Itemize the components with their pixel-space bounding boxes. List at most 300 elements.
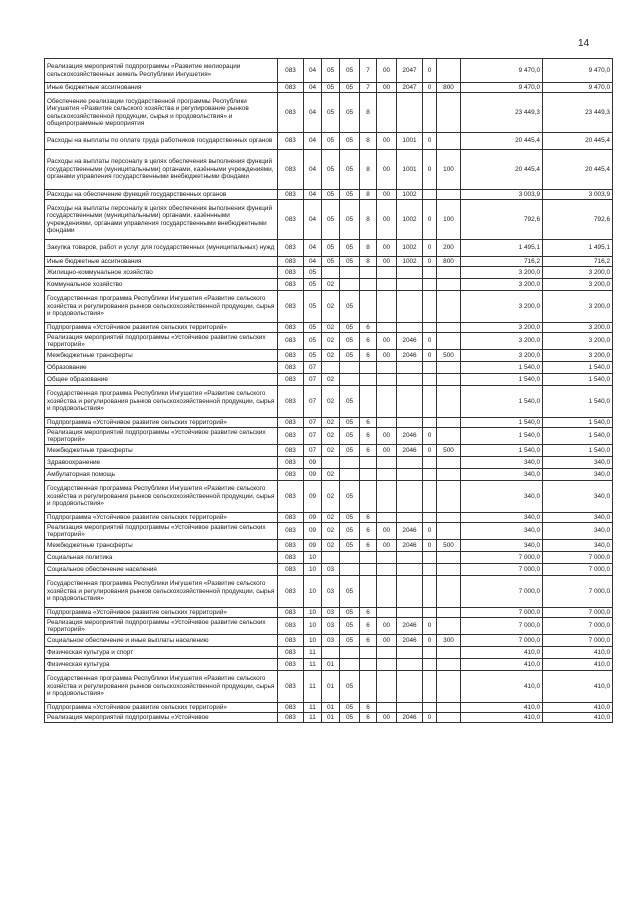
- row-name-cell: Закупка товаров, работ и услуг для государственных (муниципальных) нужд: [45, 240, 278, 257]
- expense-type-cell: 500: [437, 540, 461, 552]
- grbs-code-cell: 083: [278, 713, 304, 723]
- subprogram-code-cell: [360, 659, 377, 671]
- subprogram-code-cell: [360, 279, 377, 291]
- direction-code-cell: [377, 418, 397, 428]
- target-digit-cell: 0: [423, 257, 437, 267]
- target-digit-cell: 0: [423, 523, 437, 540]
- program-code-cell: [340, 564, 360, 576]
- table-row: [45, 564, 613, 576]
- program-code-cell: [340, 469, 360, 481]
- direction-code-cell: 00: [377, 523, 397, 540]
- target-digit-cell: 0: [423, 333, 437, 350]
- grbs-code-cell: 083: [278, 83, 304, 93]
- subsection-code-cell: 02: [322, 333, 340, 350]
- row-name-cell: Расходы на выплаты персоналу в целях обеспечения выполнения функций государственными (муниципальными) органами, казённными учреждениями, органами управления государственными внебюджетными фондами: [45, 200, 278, 240]
- table-row: [45, 635, 613, 647]
- direction-code-cell: 00: [377, 59, 397, 83]
- direction-code-cell: [377, 323, 397, 333]
- subprogram-code-cell: [360, 386, 377, 418]
- subsection-code-cell: [322, 457, 340, 469]
- expense-code-cell: [397, 457, 423, 469]
- program-code-cell: 05: [340, 333, 360, 350]
- subsection-code-cell: 02: [322, 350, 340, 362]
- expense-type-cell: [437, 647, 461, 659]
- expense-code-cell: 2046: [397, 445, 423, 457]
- subprogram-code-cell: 8: [360, 150, 377, 190]
- grbs-code-cell: 083: [278, 428, 304, 445]
- direction-code-cell: [377, 267, 397, 279]
- section-code-cell: 09: [304, 469, 322, 481]
- amount-cell: 410,0: [461, 713, 543, 723]
- section-code-cell: 04: [304, 150, 322, 190]
- table-row: [45, 59, 613, 83]
- grbs-code-cell: 083: [278, 323, 304, 333]
- table-row: [45, 190, 613, 200]
- section-code-cell: 11: [304, 703, 322, 713]
- table-row: [45, 418, 613, 428]
- subsection-code-cell: 05: [322, 257, 340, 267]
- program-code-cell: 05: [340, 481, 360, 513]
- amount-cell: 716,2: [461, 257, 543, 267]
- subsection-code-cell: [322, 552, 340, 564]
- amount-cell: 1 540,0: [461, 428, 543, 445]
- expense-code-cell: 1002: [397, 200, 423, 240]
- amount-cell-2: 1 540,0: [543, 445, 613, 457]
- expense-type-cell: [437, 513, 461, 523]
- table-row: [45, 659, 613, 671]
- expense-type-cell: [437, 190, 461, 200]
- program-code-cell: 05: [340, 133, 360, 150]
- subsection-code-cell: 03: [322, 576, 340, 608]
- expense-type-cell: [437, 713, 461, 723]
- amount-cell: 7 000,0: [461, 635, 543, 647]
- table-row: [45, 647, 613, 659]
- grbs-code-cell: 083: [278, 457, 304, 469]
- program-code-cell: 05: [340, 635, 360, 647]
- subprogram-code-cell: 7: [360, 59, 377, 83]
- section-code-cell: 05: [304, 350, 322, 362]
- subsection-code-cell: 02: [322, 445, 340, 457]
- target-digit-cell: 0: [423, 540, 437, 552]
- subsection-code-cell: 02: [322, 481, 340, 513]
- program-code-cell: 05: [340, 445, 360, 457]
- amount-cell: 7 000,0: [461, 564, 543, 576]
- direction-code-cell: [377, 291, 397, 323]
- subprogram-code-cell: 8: [360, 257, 377, 267]
- subprogram-code-cell: 8: [360, 190, 377, 200]
- amount-cell-2: 1 540,0: [543, 418, 613, 428]
- amount-cell-2: 7 000,0: [543, 618, 613, 635]
- expense-code-cell: [397, 323, 423, 333]
- expense-code-cell: [397, 267, 423, 279]
- grbs-code-cell: 083: [278, 150, 304, 190]
- amount-cell-2: 7 000,0: [543, 576, 613, 608]
- direction-code-cell: 00: [377, 445, 397, 457]
- section-code-cell: 10: [304, 635, 322, 647]
- target-digit-cell: [423, 93, 437, 133]
- row-name-cell: Реализация мероприятий подпрограммы «Устойчивое развитие сельских территорий»: [45, 523, 278, 540]
- row-name-cell: Физическая культура и спорт: [45, 647, 278, 659]
- subprogram-code-cell: 7: [360, 83, 377, 93]
- row-name-cell: Физическая культура: [45, 659, 278, 671]
- amount-cell-2: 410,0: [543, 659, 613, 671]
- amount-cell: 9 470,0: [461, 59, 543, 83]
- subsection-code-cell: 05: [322, 93, 340, 133]
- expense-type-cell: [437, 703, 461, 713]
- amount-cell: 410,0: [461, 659, 543, 671]
- program-code-cell: 05: [340, 713, 360, 723]
- grbs-code-cell: 083: [278, 513, 304, 523]
- row-name-cell: Реализация мероприятий подпрограммы «Устойчивое: [45, 713, 278, 723]
- amount-cell: 20 445,4: [461, 133, 543, 150]
- section-code-cell: 09: [304, 523, 322, 540]
- section-code-cell: 10: [304, 564, 322, 576]
- amount-cell-2: 3 003,9: [543, 190, 613, 200]
- subsection-code-cell: 05: [322, 240, 340, 257]
- expense-type-cell: [437, 576, 461, 608]
- section-code-cell: 05: [304, 333, 322, 350]
- amount-cell-2: 340,0: [543, 523, 613, 540]
- amount-cell-2: 340,0: [543, 513, 613, 523]
- row-name-cell: Государственная программа Республики Ингушетия «Развитие сельского хозяйства и регулирования рынков сельскохозяйственной продукции, сырья и продовольствия»: [45, 291, 278, 323]
- target-digit-cell: [423, 647, 437, 659]
- subprogram-code-cell: 6: [360, 703, 377, 713]
- table-row: [45, 323, 613, 333]
- section-code-cell: 05: [304, 279, 322, 291]
- grbs-code-cell: 083: [278, 469, 304, 481]
- section-code-cell: 09: [304, 481, 322, 513]
- program-code-cell: 05: [340, 59, 360, 83]
- expense-code-cell: 1002: [397, 190, 423, 200]
- table-row: [45, 540, 613, 552]
- section-code-cell: 04: [304, 93, 322, 133]
- target-digit-cell: [423, 703, 437, 713]
- direction-code-cell: [377, 481, 397, 513]
- amount-cell-2: 1 495,1: [543, 240, 613, 257]
- grbs-code-cell: 083: [278, 386, 304, 418]
- row-name-cell: Социальная политика: [45, 552, 278, 564]
- program-code-cell: 05: [340, 386, 360, 418]
- section-code-cell: 05: [304, 291, 322, 323]
- subsection-code-cell: 02: [322, 513, 340, 523]
- expense-type-cell: [437, 267, 461, 279]
- section-code-cell: 05: [304, 267, 322, 279]
- subprogram-code-cell: 8: [360, 240, 377, 257]
- table-row: [45, 267, 613, 279]
- row-name-cell: Подпрограмма «Устойчивое развитие сельских территорий»: [45, 513, 278, 523]
- expense-code-cell: [397, 552, 423, 564]
- program-code-cell: 05: [340, 190, 360, 200]
- amount-cell: 3 200,0: [461, 267, 543, 279]
- expense-code-cell: 1001: [397, 150, 423, 190]
- table-row: [45, 291, 613, 323]
- amount-cell: 340,0: [461, 523, 543, 540]
- grbs-code-cell: 083: [278, 523, 304, 540]
- expense-type-cell: [437, 418, 461, 428]
- expense-type-cell: 500: [437, 350, 461, 362]
- amount-cell: 410,0: [461, 703, 543, 713]
- target-digit-cell: 0: [423, 428, 437, 445]
- expense-type-cell: 100: [437, 150, 461, 190]
- direction-code-cell: [377, 576, 397, 608]
- target-digit-cell: 0: [423, 83, 437, 93]
- subsection-code-cell: 05: [322, 150, 340, 190]
- program-code-cell: 05: [340, 618, 360, 635]
- expense-type-cell: [437, 659, 461, 671]
- expense-code-cell: [397, 362, 423, 374]
- amount-cell-2: 20 445,4: [543, 133, 613, 150]
- target-digit-cell: [423, 513, 437, 523]
- expense-code-cell: [397, 564, 423, 576]
- table-body: [45, 59, 613, 723]
- program-code-cell: [340, 552, 360, 564]
- table-row: [45, 671, 613, 703]
- table-row: [45, 618, 613, 635]
- target-digit-cell: 0: [423, 133, 437, 150]
- subsection-code-cell: 02: [322, 428, 340, 445]
- amount-cell: 7 000,0: [461, 608, 543, 618]
- program-code-cell: 05: [340, 540, 360, 552]
- amount-cell-2: 3 200,0: [543, 267, 613, 279]
- subsection-code-cell: 03: [322, 635, 340, 647]
- table-row: [45, 713, 613, 723]
- program-code-cell: 05: [340, 523, 360, 540]
- amount-cell: 340,0: [461, 513, 543, 523]
- direction-code-cell: [377, 362, 397, 374]
- section-code-cell: 04: [304, 200, 322, 240]
- section-code-cell: 04: [304, 83, 322, 93]
- expense-code-cell: 2046: [397, 618, 423, 635]
- table-row: [45, 83, 613, 93]
- row-name-cell: Государственная программа Республики Ингушетия «Развитие сельского хозяйства и регулирования рынков сельскохозяйственной продукции, сырья и продовольствия»: [45, 386, 278, 418]
- amount-cell-2: 1 540,0: [543, 362, 613, 374]
- amount-cell-2: 1 540,0: [543, 386, 613, 418]
- amount-cell-2: 7 000,0: [543, 552, 613, 564]
- amount-cell-2: 9 470,0: [543, 59, 613, 83]
- row-name-cell: Амбулаторная помощь: [45, 469, 278, 481]
- grbs-code-cell: 083: [278, 267, 304, 279]
- direction-code-cell: [377, 469, 397, 481]
- amount-cell-2: 1 540,0: [543, 374, 613, 386]
- target-digit-cell: [423, 564, 437, 576]
- subprogram-code-cell: 6: [360, 618, 377, 635]
- amount-cell: 410,0: [461, 647, 543, 659]
- subsection-code-cell: [322, 267, 340, 279]
- target-digit-cell: [423, 671, 437, 703]
- expense-type-cell: [437, 386, 461, 418]
- expense-type-cell: [437, 618, 461, 635]
- program-code-cell: 05: [340, 93, 360, 133]
- row-name-cell: Обеспечение реализации государственной программы Республики Ингушетия «Развитие сельского хозяйства и регулирование рынков сельскохозяйственной продукции, сырья и продовольствия» и общепрограммные мероприятия: [45, 93, 278, 133]
- grbs-code-cell: 083: [278, 703, 304, 713]
- subsection-code-cell: 02: [322, 291, 340, 323]
- amount-cell-2: 3 200,0: [543, 333, 613, 350]
- subsection-code-cell: [322, 362, 340, 374]
- direction-code-cell: 00: [377, 333, 397, 350]
- amount-cell: 7 000,0: [461, 552, 543, 564]
- row-name-cell: Межбюджетные трансферты: [45, 540, 278, 552]
- grbs-code-cell: 083: [278, 635, 304, 647]
- subsection-code-cell: 05: [322, 190, 340, 200]
- subprogram-code-cell: 6: [360, 513, 377, 523]
- program-code-cell: [340, 647, 360, 659]
- program-code-cell: [340, 362, 360, 374]
- section-code-cell: 09: [304, 457, 322, 469]
- amount-cell-2: 410,0: [543, 671, 613, 703]
- amount-cell: 1 495,1: [461, 240, 543, 257]
- expense-code-cell: 2046: [397, 713, 423, 723]
- expense-code-cell: [397, 703, 423, 713]
- grbs-code-cell: 083: [278, 200, 304, 240]
- row-name-cell: Иные бюджетные ассигнования: [45, 257, 278, 267]
- row-name-cell: Государственная программа Республики Ингушетия «Развитие сельского хозяйства и регулирования рынков сельскохозяйственной продукции, сырья и продовольствия»: [45, 481, 278, 513]
- direction-code-cell: [377, 93, 397, 133]
- budget-table: [44, 58, 613, 723]
- subsection-code-cell: 02: [322, 540, 340, 552]
- direction-code-cell: 00: [377, 713, 397, 723]
- amount-cell-2: 340,0: [543, 540, 613, 552]
- row-name-cell: Иные бюджетные ассигнования: [45, 83, 278, 93]
- expense-code-cell: [397, 93, 423, 133]
- subprogram-code-cell: 8: [360, 93, 377, 133]
- section-code-cell: 10: [304, 552, 322, 564]
- amount-cell-2: 410,0: [543, 703, 613, 713]
- subprogram-code-cell: [360, 671, 377, 703]
- amount-cell-2: 9 470,0: [543, 83, 613, 93]
- amount-cell: 1 540,0: [461, 386, 543, 418]
- amount-cell: 340,0: [461, 540, 543, 552]
- subprogram-code-cell: [360, 374, 377, 386]
- direction-code-cell: [377, 564, 397, 576]
- section-code-cell: 04: [304, 133, 322, 150]
- subprogram-code-cell: 6: [360, 540, 377, 552]
- target-digit-cell: [423, 659, 437, 671]
- expense-code-cell: 2046: [397, 523, 423, 540]
- expense-code-cell: 2046: [397, 350, 423, 362]
- direction-code-cell: [377, 608, 397, 618]
- grbs-code-cell: 083: [278, 279, 304, 291]
- target-digit-cell: [423, 576, 437, 608]
- section-code-cell: 11: [304, 713, 322, 723]
- expense-type-cell: 100: [437, 200, 461, 240]
- target-digit-cell: [423, 457, 437, 469]
- grbs-code-cell: 083: [278, 608, 304, 618]
- direction-code-cell: 00: [377, 635, 397, 647]
- section-code-cell: 04: [304, 190, 322, 200]
- subprogram-code-cell: [360, 267, 377, 279]
- amount-cell-2: 20 445,4: [543, 150, 613, 190]
- subsection-code-cell: 02: [322, 374, 340, 386]
- grbs-code-cell: 083: [278, 93, 304, 133]
- table-row: [45, 513, 613, 523]
- subprogram-code-cell: [360, 469, 377, 481]
- subprogram-code-cell: [360, 647, 377, 659]
- expense-type-cell: [437, 362, 461, 374]
- expense-code-cell: [397, 386, 423, 418]
- amount-cell: 20 445,4: [461, 150, 543, 190]
- grbs-code-cell: 083: [278, 647, 304, 659]
- table-row: [45, 703, 613, 713]
- row-name-cell: Коммунальное хозяйство: [45, 279, 278, 291]
- subprogram-code-cell: [360, 481, 377, 513]
- expense-code-cell: [397, 671, 423, 703]
- subsection-code-cell: 05: [322, 200, 340, 240]
- subprogram-code-cell: [360, 362, 377, 374]
- amount-cell-2: 340,0: [543, 457, 613, 469]
- amount-cell-2: 3 200,0: [543, 323, 613, 333]
- program-code-cell: [340, 279, 360, 291]
- program-code-cell: [340, 659, 360, 671]
- amount-cell: 7 000,0: [461, 576, 543, 608]
- subprogram-code-cell: [360, 576, 377, 608]
- amount-cell: 1 540,0: [461, 362, 543, 374]
- subsection-code-cell: 05: [322, 83, 340, 93]
- grbs-code-cell: 083: [278, 552, 304, 564]
- row-name-cell: Государственная программа Республики Ингушетия «Развитие сельского хозяйства и регулирования рынков сельскохозяйственной продукции, сырья и продовольствия»: [45, 671, 278, 703]
- table-row: [45, 93, 613, 133]
- subprogram-code-cell: 6: [360, 635, 377, 647]
- row-name-cell: Расходы на обеспечение функций государственных органов: [45, 190, 278, 200]
- section-code-cell: 07: [304, 418, 322, 428]
- grbs-code-cell: 083: [278, 445, 304, 457]
- table-row: [45, 374, 613, 386]
- row-name-cell: Общее образование: [45, 374, 278, 386]
- amount-cell-2: 716,2: [543, 257, 613, 267]
- grbs-code-cell: 083: [278, 418, 304, 428]
- subsection-code-cell: 02: [322, 279, 340, 291]
- amount-cell-2: 3 200,0: [543, 291, 613, 323]
- subprogram-code-cell: [360, 564, 377, 576]
- target-digit-cell: [423, 279, 437, 291]
- subprogram-code-cell: 6: [360, 445, 377, 457]
- grbs-code-cell: 083: [278, 481, 304, 513]
- expense-code-cell: 2047: [397, 59, 423, 83]
- subprogram-code-cell: [360, 291, 377, 323]
- expense-code-cell: 1002: [397, 257, 423, 267]
- amount-cell-2: 3 200,0: [543, 279, 613, 291]
- program-code-cell: 05: [340, 291, 360, 323]
- target-digit-cell: [423, 418, 437, 428]
- direction-code-cell: [377, 386, 397, 418]
- amount-cell: 7 000,0: [461, 618, 543, 635]
- grbs-code-cell: 083: [278, 540, 304, 552]
- row-name-cell: Государственная программа Республики Ингушетия «Развитие сельского хозяйства и регулирования рынков сельскохозяйственной продукции, сырья и продовольствия»: [45, 576, 278, 608]
- expense-type-cell: [437, 564, 461, 576]
- subsection-code-cell: 01: [322, 671, 340, 703]
- table-row: [45, 240, 613, 257]
- table-row: [45, 428, 613, 445]
- program-code-cell: 05: [340, 576, 360, 608]
- expense-type-cell: [437, 291, 461, 323]
- section-code-cell: 11: [304, 659, 322, 671]
- expense-code-cell: 2046: [397, 635, 423, 647]
- subsection-code-cell: 02: [322, 469, 340, 481]
- target-digit-cell: 0: [423, 59, 437, 83]
- program-code-cell: [340, 267, 360, 279]
- subprogram-code-cell: 6: [360, 428, 377, 445]
- grbs-code-cell: 083: [278, 362, 304, 374]
- table-row: [45, 523, 613, 540]
- section-code-cell: 07: [304, 374, 322, 386]
- row-name-cell: Расходы на выплаты персоналу в целях обеспечения выполнения функций государственными (муниципальными) органами, казёнными учреждениями, органами управления государственными внебюджетными фондами: [45, 150, 278, 190]
- row-name-cell: Подпрограмма «Устойчивое развитие сельских территорий»: [45, 608, 278, 618]
- section-code-cell: 10: [304, 618, 322, 635]
- subsection-code-cell: 03: [322, 608, 340, 618]
- section-code-cell: 09: [304, 540, 322, 552]
- expense-type-cell: [437, 481, 461, 513]
- direction-code-cell: 00: [377, 240, 397, 257]
- expense-type-cell: [437, 133, 461, 150]
